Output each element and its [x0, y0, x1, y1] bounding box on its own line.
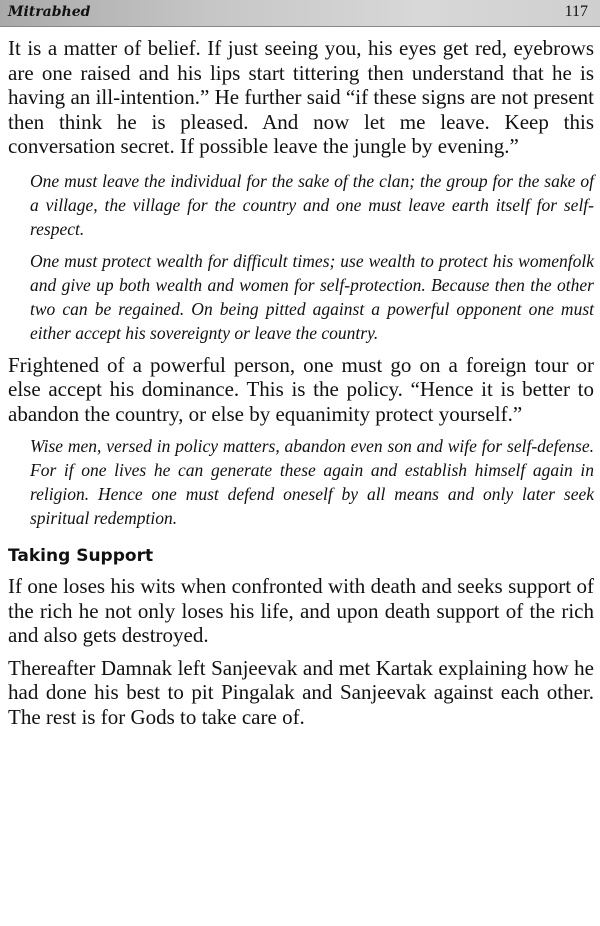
paragraph: Thereafter Damnak left Sanjeevak and met Kartak explaining how he had done his best to pit Pingalak and Sanjeevak against each other. The rest is for Gods to take care of.: [8, 655, 594, 729]
verse-quote: One must leave the individual for the sake of the clan; the group for the sake of a village, the village for the country and one must leave earth itself for self-respect.: [30, 170, 594, 239]
page-number: 117: [564, 3, 588, 20]
paragraph: If one loses his wits when confronted with death and seeks support of the rich he not only loses his life, and upon death support of the rich and also gets destroyed.: [8, 574, 594, 647]
section-heading: Taking Support: [8, 546, 154, 566]
page-content: [8, 36, 594, 729]
paragraph: Frightened of a powerful person, one must go on a foreign tour or else accept his dominance. This is the policy. “Hence it is better to abandon the country, or else by equanimity protect yourself.”: [8, 352, 594, 426]
verse-quote: One must protect wealth for difficult times; use wealth to protect his womenfolk and give up both wealth and women for self-protection. Because then the other two can be regained. On being pitted against a powerful opponent one must either accept his sovereignty or leave the country.: [30, 250, 594, 343]
book-title: Mitrabhed: [8, 4, 91, 20]
page-header: [0, 0, 600, 27]
verse-quote: Wise men, versed in policy matters, abandon even son and wife for self-defense. For if one lives he can generate these again and establish himself again in religion. Hence one must defend oneself by all means and only later seek spiritual redemption.: [30, 436, 594, 528]
paragraph: It is a matter of belief. If just seeing you, his eyes get red, eyebrows are one raised and his lips start tittering then understand that he is having an ill-intention.” He further said “if these signs are not present then think he is pleased. And now let me leave. Keep this conversation secret. If possible leave the jungle by evening.”: [8, 36, 594, 158]
